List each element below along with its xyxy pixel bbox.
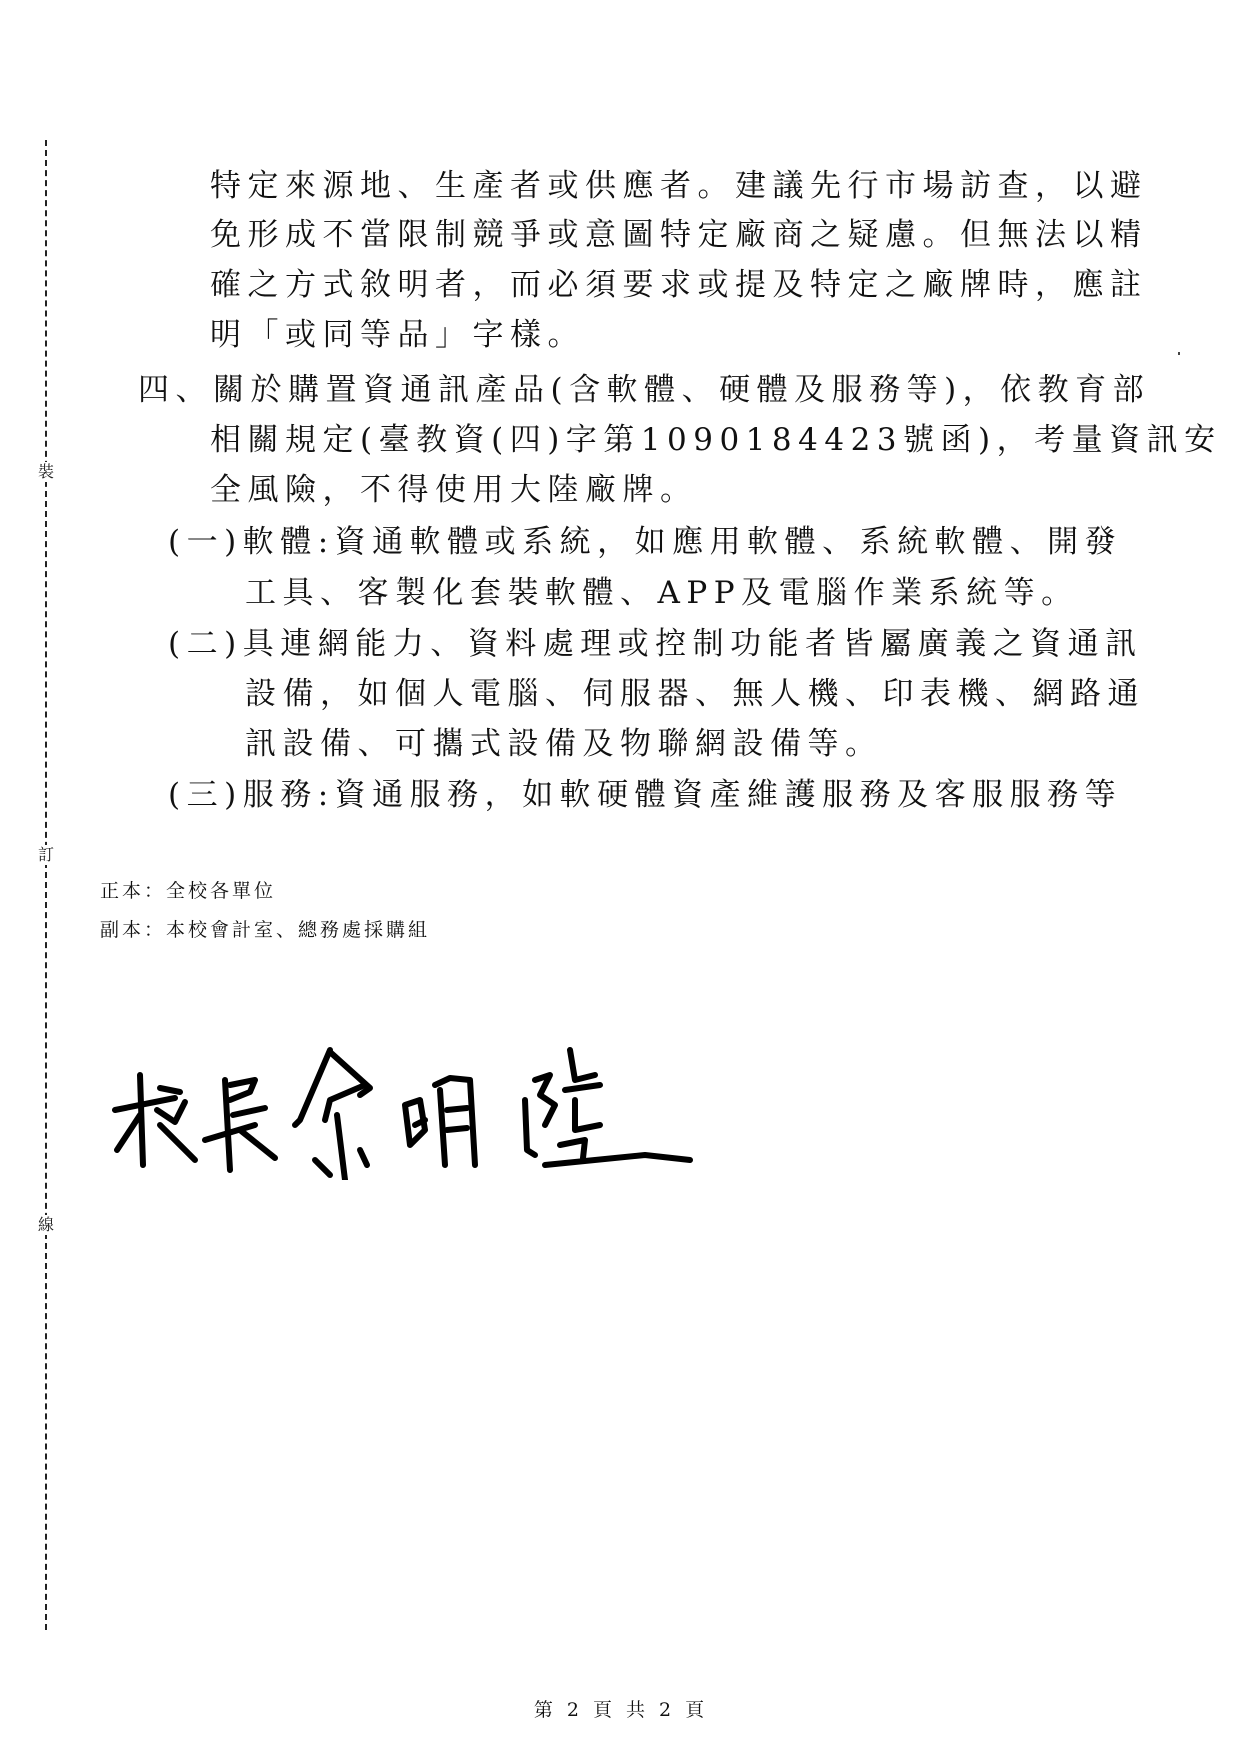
page-number: 第 2 頁 共 2 頁 [533, 1699, 709, 1721]
subitem-line: 工具、客製化套裝軟體、APP及電腦作業系統等。 [245, 575, 1079, 611]
original-recipients: 正本：全校各單位 [100, 880, 277, 902]
binding-label-ding: 訂 [35, 845, 57, 865]
body-line: 特定來源地、生產者或供應者。建議先行市場訪查，以避 [210, 168, 1148, 204]
item-4-line: 相關規定(臺教資(四)字第1090184423號函)，考量資訊安 [210, 422, 1222, 458]
body-line: 免形成不當限制競爭或意圖特定廠商之疑慮。但無法以精 [210, 217, 1148, 253]
subitem-line: 設備，如個人電腦、伺服器、無人機、印表機、網路通 [245, 676, 1145, 712]
body-line: 明「或同等品」字樣。 [210, 317, 585, 353]
binding-label-xian: 線 [35, 1215, 57, 1235]
principal-signature [105, 1040, 745, 1180]
item-4-line: 四、關於購置資通訊產品(含軟體、硬體及服務等)，依教育部 [138, 372, 1151, 408]
subitem-line: 訊設備、可攜式設備及物聯網設備等。 [245, 726, 883, 762]
binding-label-zhuang: 裝 [35, 462, 57, 482]
subitem-line: (一)軟體:資通軟體或系統，如應用軟體、系統軟體、開發 [168, 524, 1123, 560]
copy-recipients: 副本：本校會計室、總務處採購組 [100, 919, 431, 941]
binding-dashed-line [45, 140, 47, 1630]
signature-strokes [105, 1040, 745, 1180]
subitem-line: (二)具連網能力、資料處理或控制功能者皆屬廣義之資通訊 [168, 626, 1143, 662]
scan-speck [1178, 352, 1180, 355]
subitem-line: (三)服務:資通服務，如軟硬體資產維護服務及客服服務等 [168, 777, 1123, 813]
item-4-line: 全風險，不得使用大陸廠牌。 [210, 472, 698, 508]
body-line: 確之方式敘明者，而必須要求或提及特定之廠牌時，應註 [210, 267, 1148, 303]
